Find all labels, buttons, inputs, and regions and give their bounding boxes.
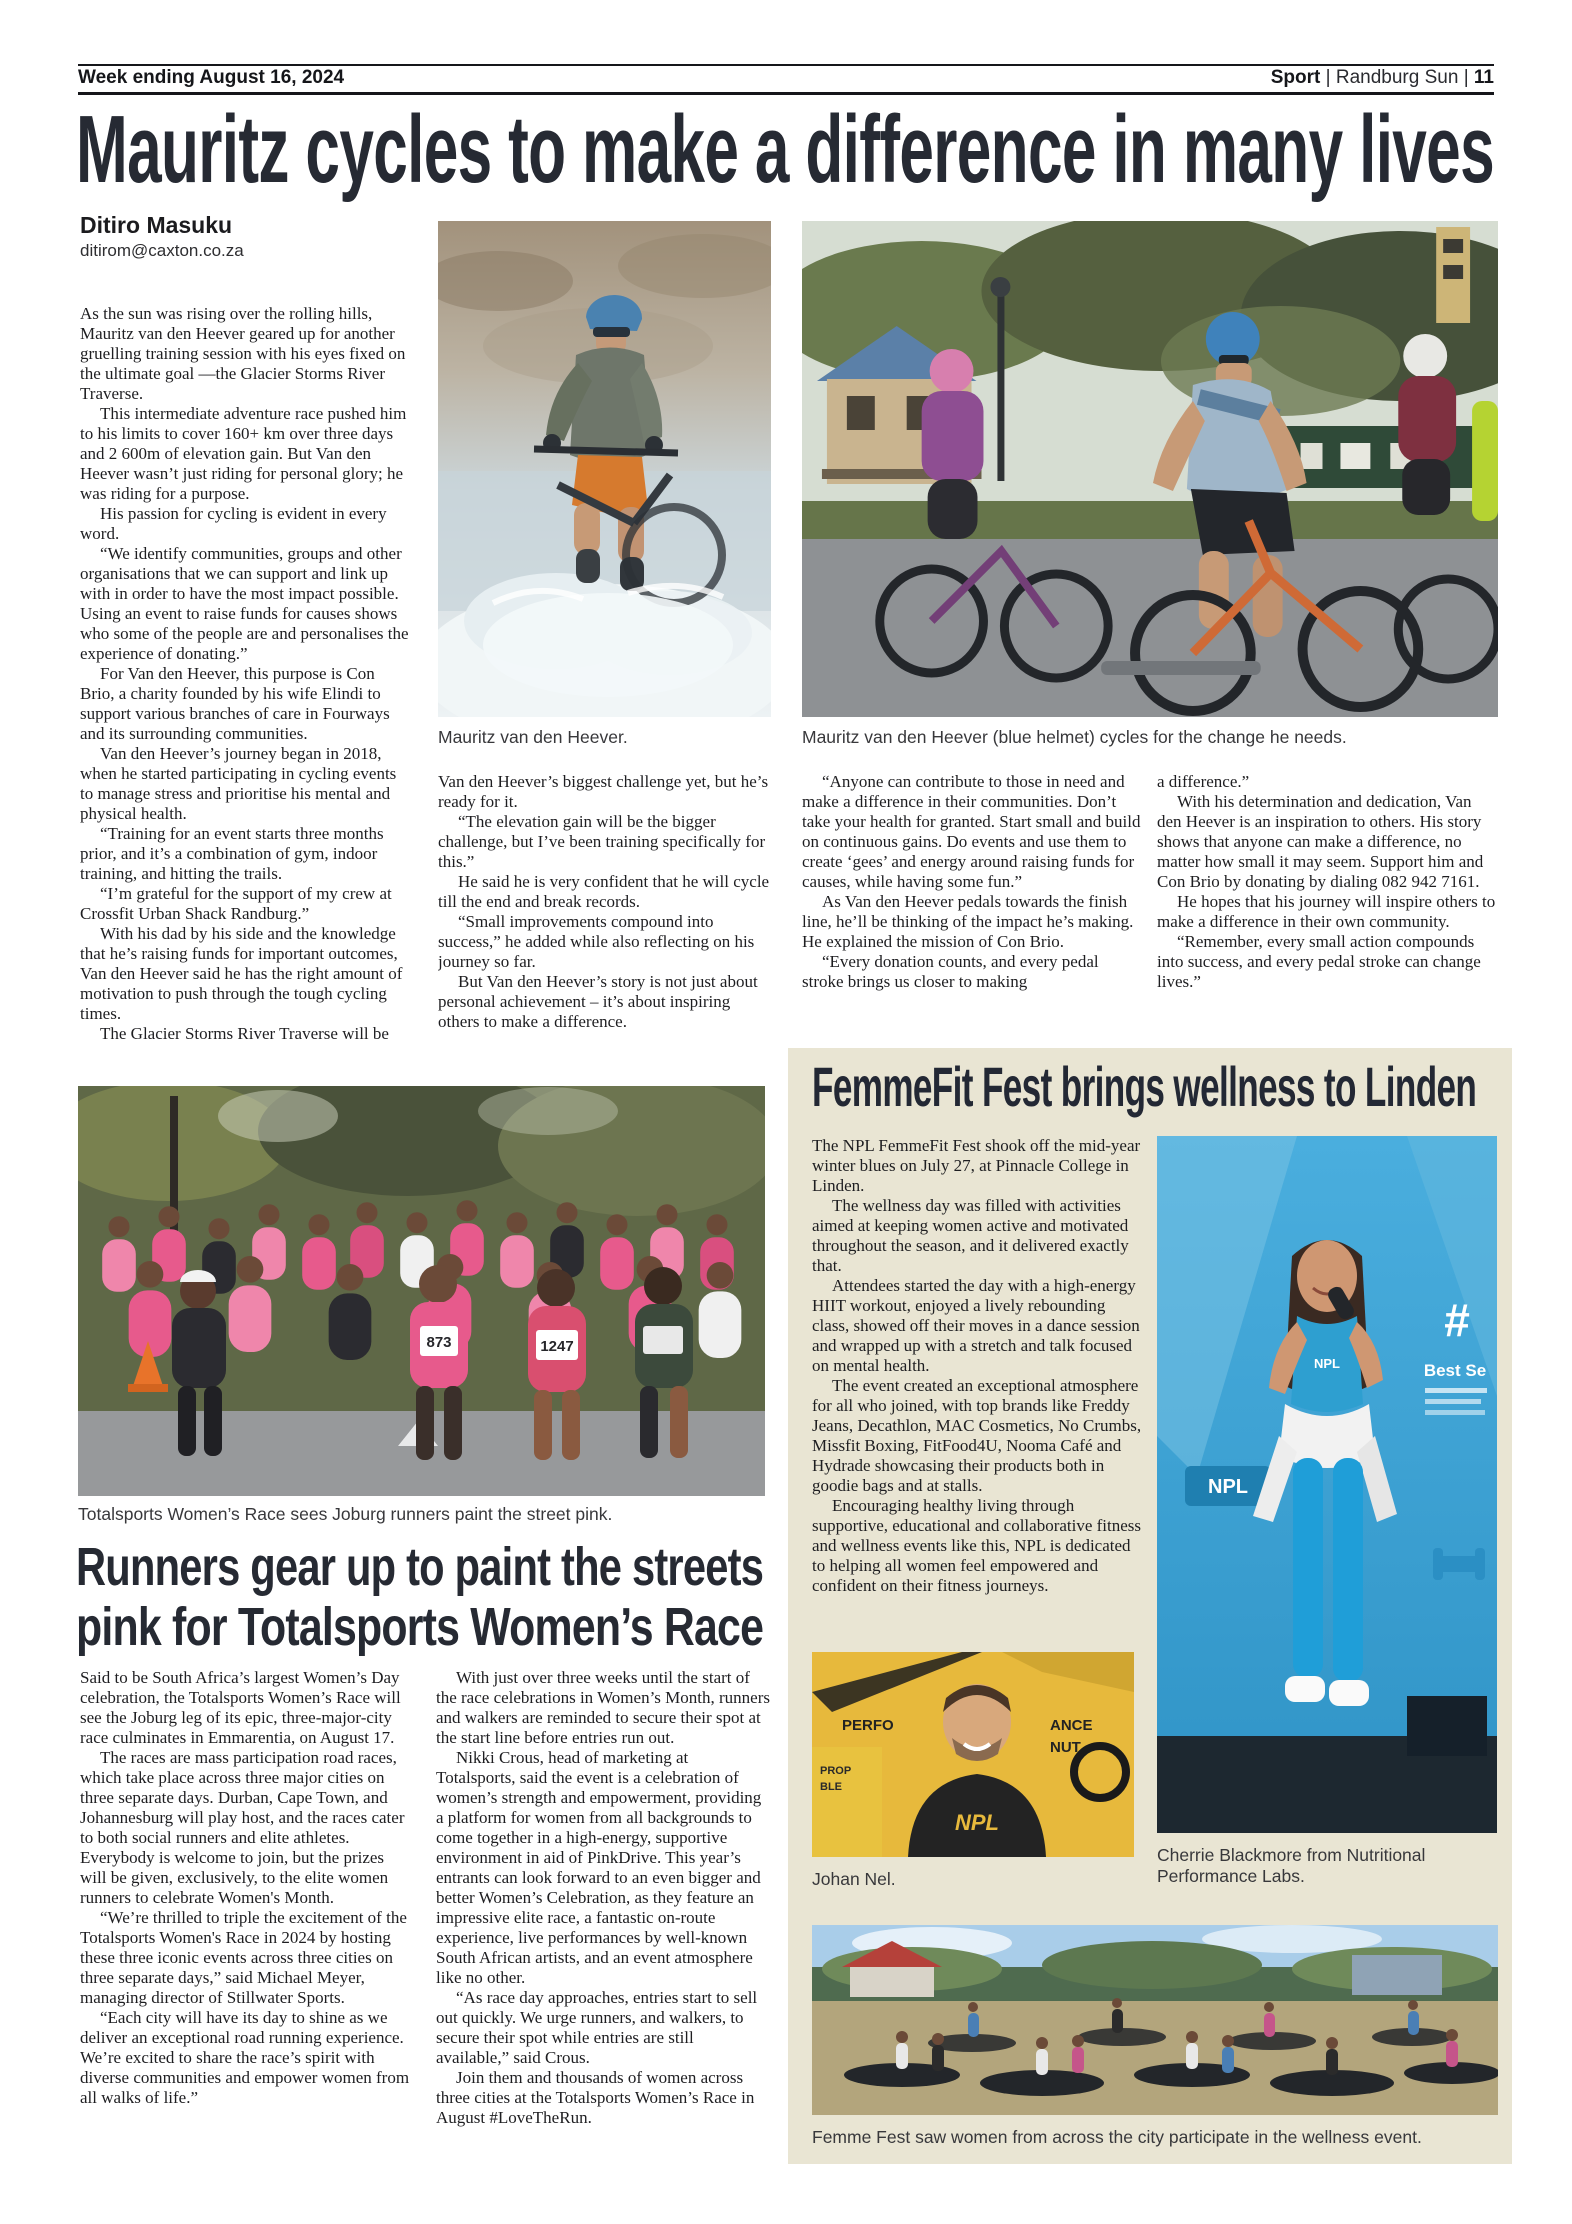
byline-email: ditirom@caxton.co.za [80, 241, 244, 260]
cycling-col2 [438, 772, 771, 1038]
paragraph: “Training for an event starts three months prior, and it’s a combination of gym, indoor training, and hitting the trails. [80, 824, 384, 883]
photo-runners-caption: Totalsports Women’s Race sees Joburg runners paint the street pink. [78, 1504, 613, 1524]
svg-text:BLE: BLE [820, 1781, 842, 1793]
svg-text:NPL: NPL [1208, 1476, 1248, 1498]
photo-womens-race [78, 1086, 765, 1496]
svg-text:1247: 1247 [540, 1338, 574, 1355]
npl-banner [1185, 1466, 1271, 1506]
femmefit-headline: FemmeFit Fest brings wellness to Linden [812, 1055, 1477, 1118]
paragraph: His passion for cycling is evident in every word. [80, 504, 387, 543]
svg-text:Best Se: Best Se [1423, 1361, 1487, 1380]
femmefit-col1 [812, 1136, 1146, 1640]
svg-text:NPL: NPL [955, 1810, 999, 1835]
paragraph: “We identify communities, groups and other organisations that we can support and link up with in order to have the most impact possible. Using an event to raise funds for causes shows who some of the people are and personalises the experience of donating.” [80, 544, 409, 663]
paragraph: Said to be South Africa’s largest Women’s Day celebration, the Totalsports Women’s Race will see the Joburg leg of its epic, three-major-city race culminates in Emmarentia, on August 17. [80, 1668, 401, 1747]
paragraph: Encouraging healthy living through supportive, educational and collaborative fitness and wellness events like this, NPL is dedicated to helping all women feel empowered and confident on their fitness journeys. [812, 1496, 1142, 1595]
johan-photo-illustration [812, 1652, 1134, 1857]
paragraph: This intermediate adventure race pushed him to his limits to cover 160+ km over three days and 2 600m of elevation gain. But Van den Heever wasn’t just riding for personal glory; he was riding for a purpose. [80, 404, 407, 503]
svg-text:NPL: NPL [1314, 1356, 1340, 1371]
svg-text:#: # [1444, 1294, 1470, 1346]
cycling-col4 [1157, 772, 1497, 1038]
paragraph: Van den Heever’s journey began in 2018, when he started participating in cycling events to manage stress and prioritise his mental and physical health. [80, 744, 397, 823]
paragraph: The NPL FemmeFit Fest shook off the mid-year winter blues on July 27, at Pinnacle College in Linden. [812, 1136, 1141, 1195]
signboard [1436, 227, 1470, 323]
paragraph: With his determination and dedication, Van den Heever is an inspiration to others. His story shows that anyone can make a difference, no matter how small it may seem. Support him and Con Brio by donating by dialing 082 942 7161. [1157, 792, 1484, 891]
paragraph: “Every donation counts, and every pedal stroke brings us closer to making [802, 952, 1099, 991]
paragraph: With just over three weeks until the start of the race celebrations in Women’s Month, runners and walkers are reminded to secure their spot at the start line before entries run out. [436, 1668, 770, 1747]
header-date: Week ending August 16, 2024 [78, 67, 345, 88]
paragraph: “We’re thrilled to triple the excitement of the Totalsports Women's Race in 2024 by hosting these three iconic events across three cities on three separate days,” said Michael Meyer, managing director of Stillwater Sports. [80, 1908, 407, 2007]
paragraph: a difference.” [1157, 772, 1250, 791]
paragraph: Van den Heever’s biggest challenge yet, but he’s ready for it. [438, 772, 769, 811]
header-rule-top [78, 64, 1494, 66]
paragraph: Attendees started the day with a high-energy HIIT workout, enjoyed a lively rebounding class, showed off their moves in a dance session and wrapped up with a stretch and talk focused on mental health. [812, 1276, 1140, 1375]
photo-johan-caption: Johan Nel. [812, 1869, 896, 1889]
svg-text:873: 873 [426, 1334, 452, 1351]
svg-text:PERFO: PERFO [842, 1717, 894, 1734]
paragraph: “Anyone can contribute to those in need and make a difference in their communities. Don’t take your health for granted. Start small and build on continuous gains. Do events and use them to create ‘gees’ and energy around raising funds for causes, while having some fun.” [802, 772, 1141, 891]
group-photo-illustration [802, 221, 1498, 717]
paragraph: “Small improvements compound into success,” he added while also reflecting on his journey so far. [438, 912, 755, 971]
header-page-number: 11 [1473, 67, 1494, 88]
paragraph: For Van den Heever, this purpose is Con Brio, a charity founded by his wife Elindi to support various branches of care in Fourways and its surrounding communities. [80, 664, 390, 743]
paragraph: “The elevation gain will be the bigger challenge, but I’ve been training specifically for this.” [438, 812, 766, 871]
header-separator: | [1325, 67, 1331, 88]
paragraph: As Van den Heever pedals towards the finish line, he’ll be thinking of the impact he’s making. He explained the mission of Con Brio. [802, 892, 1134, 951]
runners-headline-line2-wrap [76, 1598, 766, 1658]
photo-femme-fest-event [812, 1925, 1498, 2115]
paragraph: “As race day approaches, entries start to sell out quickly. We urge runners, and walkers, to secure their spot while entries are still available,” said Crous. [436, 1988, 758, 2067]
river-photo-illustration [438, 221, 771, 717]
byline: Ditiro Masuku [80, 212, 233, 238]
photo-cherrie [1157, 1136, 1497, 1833]
photo-mauritz-river [438, 221, 771, 717]
header-folio [78, 67, 1494, 89]
photo-cherrie-caption: Cherrie Blackmore from Nutritional Performance Labs. [1157, 1845, 1426, 1886]
photo-mauritz-group [802, 221, 1498, 717]
paragraph: He said he is very confident that he will cycle till the end and break records. [438, 872, 770, 911]
header-publication: Randburg Sun [1335, 67, 1459, 88]
paragraph: “Remember, every small action compounds into success, and every pedal stroke can change lives.” [1157, 932, 1481, 991]
photo-group-caption: Mauritz van den Heever (blue helmet) cycles for the change he needs. [802, 727, 1347, 747]
femmefit-headline-wrap [812, 1056, 1492, 1120]
paragraph: The event created an exceptional atmosphere for all who joined, with top brands like Freddy Jeans, Decathlon, MAC Cosmetics, No Crumbs, Missfit Boxing, FitFood4U, Nooma Café and Hydrade showcasing their products both in goodie bags and at stalls. [812, 1376, 1142, 1495]
paragraph: “I’m grateful for the support of my crew at Crossfit Urban Shack Randburg.” [80, 884, 392, 923]
svg-text:ANCE: ANCE [1050, 1717, 1093, 1734]
paragraph: Join them and thousands of women across three cities at the Totalsports Women’s Race in August #LoveTheRun. [436, 2068, 755, 2127]
cycling-headline-wrap [76, 98, 1496, 208]
runners-col2 [436, 1668, 770, 2198]
paragraph: He hopes that his journey will inspire others to make a difference in their own community. [1157, 892, 1496, 931]
paragraph: The races are mass participation road races, which take place across three major cities on three separate days. Durban, Cape Town, and Johannesburg will play host, and the races cater to both social runners and elite athletes. Everybody is welcome to join, but the prizes will be given, exclusively, to the elite women runners to celebrate Women's Month. [80, 1748, 405, 1907]
photo-river-caption: Mauritz van den Heever. [438, 727, 628, 747]
cycling-col3 [802, 772, 1142, 1038]
cycling-headline: Mauritz cycles to make a difference in many lives [76, 96, 1494, 203]
event-photo-illustration [812, 1925, 1498, 2115]
cycling-col1 [80, 304, 412, 1070]
paragraph: But Van den Heever’s story is not just about personal achievement – it’s about inspiring others to make a difference. [438, 972, 758, 1031]
paragraph: The wellness day was filled with activities aimed at keeping women active and motivated throughout the season, and it delivered exactly that. [812, 1196, 1129, 1275]
paragraph: Nikki Crous, head of marketing at Totalsports, said the event is a celebration of women’s strength and empowerment, providing a platform for women from all backgrounds to come together in a high-energy, supportive environment in aid of PinkDrive. This year’s entrants can look forward to an even bigger and better Women’s Celebration, as they feature an impressive elite race, a fantastic on-route experience, live performances by well-known South African artists, and an event atmosphere like no other. [436, 1748, 762, 1987]
yellow-shirt-person [812, 1747, 882, 1857]
runners-headline-line2: pink for Totalsports Women’s Race [76, 1597, 764, 1657]
header-section: Sport [1270, 67, 1321, 88]
cherrie-photo-illustration [1157, 1136, 1497, 1833]
photo-johan [812, 1652, 1134, 1857]
paragraph: As the sun was rising over the rolling hills, Mauritz van den Heever geared up for another gruelling training session with his eyes fixed on the ultimate goal —the Glacier Storms River Traverse. [80, 304, 406, 403]
runners-col1 [80, 1668, 412, 2198]
runners-headline-line1-wrap [76, 1538, 766, 1598]
svg-text:PROP: PROP [820, 1765, 852, 1777]
paragraph: “Each city will have its day to shine as we deliver an exceptional road running experience. We’re excited to share the race’s spirit with diverse communities and empower women from all walks of life.” [80, 2008, 410, 2107]
header-rule-bottom [78, 92, 1494, 95]
photo-event-caption: Femme Fest saw women from across the city participate in the wellness event. [812, 2127, 1422, 2147]
runners-headline-line1: Runners gear up to paint the streets [76, 1537, 764, 1597]
paragraph: With his dad by his side and the knowledge that he’s raising funds for important outcomes, Van den Heever said he has the right amount of motivation to push through the tough cycling times. [80, 924, 403, 1023]
header-separator2: | [1463, 67, 1469, 88]
svg-text:NUT: NUT [1050, 1739, 1081, 1756]
runners-photo-illustration [78, 1086, 765, 1496]
paragraph: The Glacier Storms River Traverse will be [100, 1024, 389, 1043]
